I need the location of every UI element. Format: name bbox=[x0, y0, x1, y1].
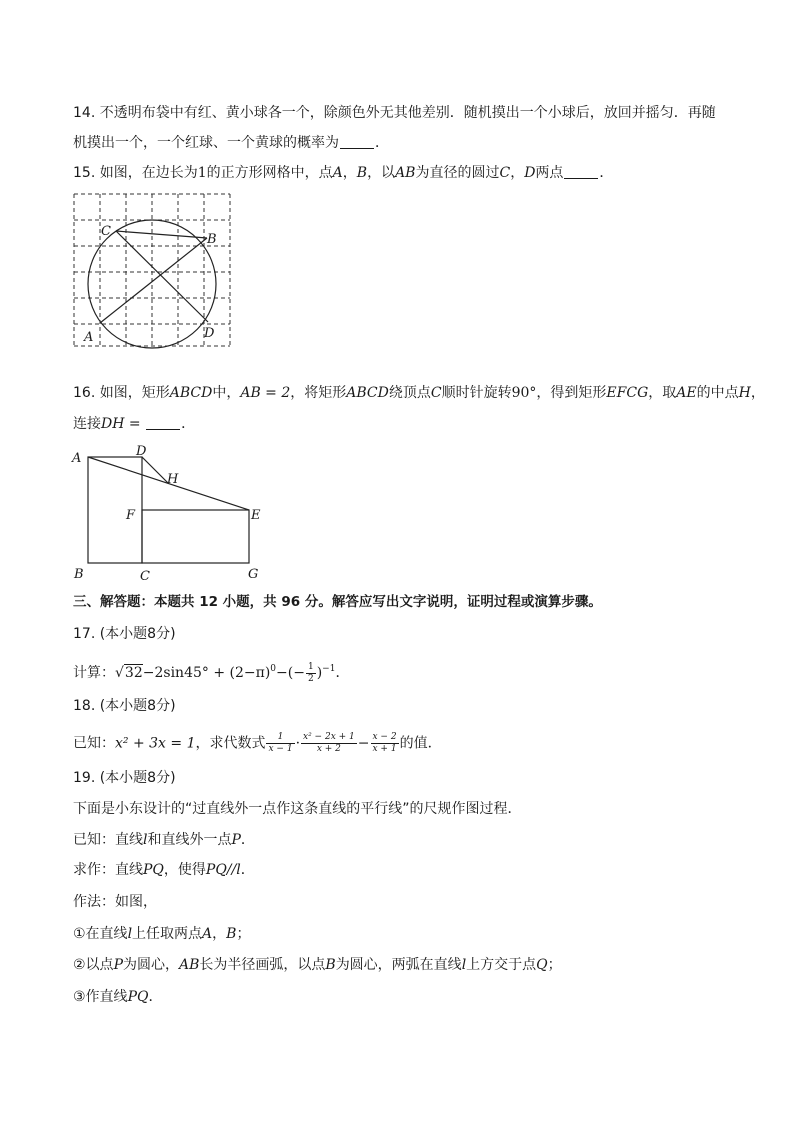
q18-text: ，求代数式 bbox=[195, 735, 266, 752]
q19-header: 19. (本小题8分) bbox=[73, 770, 176, 786]
numerator: 1 bbox=[266, 732, 294, 744]
q19-text: ． bbox=[148, 989, 163, 1005]
rect-efcg bbox=[142, 510, 249, 563]
math-var: B bbox=[356, 165, 368, 181]
q16-rectangle-figure bbox=[70, 442, 270, 587]
math-var: ABCD bbox=[169, 385, 213, 401]
label-c: C bbox=[140, 569, 150, 584]
q19-method: 作法：如图， bbox=[73, 894, 157, 910]
math-var: P bbox=[113, 957, 123, 973]
q19-text: ③作直线 bbox=[73, 989, 128, 1005]
q14-period: ． bbox=[375, 135, 389, 151]
q16-text: ，取 bbox=[648, 385, 677, 401]
q19-text: 为圆心，两弧在直线 bbox=[335, 957, 462, 973]
label-c: C bbox=[101, 224, 111, 239]
q16-text: 连接 bbox=[73, 416, 101, 432]
math-expr: PQ//l bbox=[205, 862, 241, 878]
q19-text: ； bbox=[236, 926, 251, 942]
math-var: EFCG bbox=[606, 385, 649, 401]
math-var: l bbox=[127, 926, 133, 942]
q16-stem-line2 bbox=[73, 414, 195, 434]
q19-text: ； bbox=[547, 957, 562, 973]
denominator: x + 2 bbox=[316, 744, 341, 754]
q19-text: ②以点 bbox=[73, 957, 114, 973]
exponent: −1 bbox=[322, 664, 336, 674]
q14-text: 机摸出一个，一个红球、一个黄球的概率为 bbox=[73, 135, 339, 151]
math-var: B bbox=[226, 926, 237, 942]
q19-given bbox=[73, 830, 255, 850]
math-operator: · bbox=[295, 735, 301, 752]
math-var: AB bbox=[178, 957, 200, 973]
q19-text: ． bbox=[240, 832, 255, 848]
math-var: D bbox=[524, 165, 536, 181]
section-heading: 三、解答题：本题共 12 小题，共 96 分。解答应写出文字说明，证明过程或演算步骤。 bbox=[73, 594, 602, 610]
q19-construct bbox=[73, 860, 255, 880]
label-a: A bbox=[72, 451, 82, 466]
radicand: 32 bbox=[124, 665, 143, 681]
q17-expression bbox=[73, 659, 349, 685]
q19-step2 bbox=[73, 955, 562, 975]
q19-text: 求作：直线 bbox=[73, 862, 143, 878]
q16-text: 顺时针旋转 bbox=[441, 385, 512, 401]
q16-text: 绕顶点 bbox=[388, 385, 431, 401]
math-expr: ) bbox=[316, 665, 323, 681]
math-var: Q bbox=[536, 957, 548, 973]
exponent: 0 bbox=[270, 664, 277, 674]
answer-blank bbox=[564, 164, 598, 179]
q15-text: ， bbox=[342, 165, 357, 181]
q16-text: ，将矩形 bbox=[290, 385, 347, 401]
q17-period: ． bbox=[335, 665, 350, 681]
q19-text: 长为半径画弧，以点 bbox=[199, 957, 326, 973]
q19-text: ，使得 bbox=[163, 862, 206, 878]
q19-text: ． bbox=[240, 862, 255, 878]
math-var: B bbox=[325, 957, 336, 973]
denominator: 2 bbox=[307, 673, 314, 684]
label-f: F bbox=[126, 508, 136, 523]
q19-text: 已知：直线 bbox=[73, 832, 143, 848]
q16-text: ，得到矩形 bbox=[536, 385, 607, 401]
q17-text: 计算： bbox=[73, 665, 115, 681]
math-operator: − bbox=[357, 735, 370, 752]
answer-blank bbox=[146, 415, 180, 430]
math-var: ABCD bbox=[346, 385, 389, 401]
q15-period: ． bbox=[599, 165, 614, 181]
q15-text: ， bbox=[510, 165, 525, 181]
math-var: AE bbox=[676, 385, 697, 401]
q16-text: 16. 如图，矩形 bbox=[73, 385, 170, 401]
q14-line2 bbox=[73, 133, 389, 153]
math-number: 1 bbox=[197, 165, 207, 181]
q19-text: 上任取两点 bbox=[132, 926, 203, 942]
fraction-2 bbox=[301, 732, 357, 755]
math-var: A bbox=[202, 926, 213, 942]
q18-stem bbox=[73, 732, 442, 755]
answer-blank bbox=[340, 134, 374, 149]
q15-text: 为直径的圆过 bbox=[415, 165, 500, 181]
math-var: PQ bbox=[143, 862, 164, 878]
dashed-grid bbox=[74, 194, 230, 346]
q16-period: ． bbox=[181, 416, 196, 432]
q15-text: 两点 bbox=[535, 165, 564, 181]
math-var: P bbox=[231, 832, 241, 848]
math-var: l bbox=[143, 832, 148, 848]
sqrt-sign: √ bbox=[115, 665, 124, 681]
label-b: B bbox=[207, 232, 217, 247]
q15-text: 15. 如图，在边长为 bbox=[73, 165, 198, 181]
label-d: D bbox=[136, 444, 147, 459]
segment-ab bbox=[100, 238, 207, 323]
numerator: x − 2 bbox=[372, 732, 397, 742]
q18-text: 的值． bbox=[399, 735, 442, 752]
q15-stem bbox=[73, 163, 613, 183]
denominator: x + 1 bbox=[372, 744, 397, 754]
denominator: x − 1 bbox=[268, 744, 293, 754]
q15-grid-figure bbox=[70, 190, 235, 350]
q18-text: 已知： bbox=[73, 735, 115, 752]
math-var: C bbox=[430, 385, 442, 401]
q19-text: 上方交于点 bbox=[466, 957, 537, 973]
label-h: H bbox=[167, 472, 179, 487]
q19-step3 bbox=[73, 987, 162, 1007]
q19-text: ①在直线 bbox=[73, 926, 128, 942]
fraction-3 bbox=[371, 732, 399, 755]
q15-text: 的正方形网格中，点 bbox=[206, 165, 333, 181]
q19-text: 为圆心， bbox=[122, 957, 179, 973]
q16-text: 中， bbox=[212, 385, 241, 401]
segment-cd bbox=[116, 231, 208, 322]
math-expr: AB = 2 bbox=[240, 385, 291, 401]
label-a: A bbox=[84, 330, 94, 345]
q19-text: 和直线外一点 bbox=[147, 832, 232, 848]
q15-text: ，以 bbox=[367, 165, 396, 181]
numerator: x² − 2x + 1 bbox=[303, 732, 355, 742]
fraction-1 bbox=[266, 732, 294, 755]
q19-step1 bbox=[73, 924, 250, 944]
q16-text: ， bbox=[750, 385, 765, 401]
q14-line1: 14. 不透明布袋中有红、黄小球各一个，除颜色外无其他差别．随机摸出一个小球后，放回并摇匀．再随 bbox=[73, 105, 716, 121]
math-expr: x² + 3x = 1 bbox=[115, 735, 196, 752]
q19-text: ， bbox=[212, 926, 227, 942]
fraction-one-half bbox=[306, 662, 316, 685]
label-b: B bbox=[74, 567, 84, 582]
label-d: D bbox=[204, 326, 215, 341]
math-expr: DH = bbox=[101, 416, 146, 432]
q16-text: 的中点 bbox=[696, 385, 739, 401]
math-expr: −(− bbox=[276, 665, 305, 681]
label-e: E bbox=[251, 508, 261, 523]
math-var: AB bbox=[395, 165, 416, 181]
math-var: PQ bbox=[127, 989, 149, 1005]
q16-stem-line1 bbox=[73, 383, 765, 403]
q19-intro: 下面是小东设计的“过直线外一点作这条直线的平行线”的尺规作图过程． bbox=[73, 801, 522, 817]
math-var: H bbox=[738, 385, 751, 401]
q17-header: 17. (本小题8分) bbox=[73, 626, 176, 642]
math-var: l bbox=[461, 957, 467, 973]
math-var: C bbox=[499, 165, 511, 181]
numerator: 1 bbox=[307, 661, 314, 672]
math-expr: −2sin45° + (2−π) bbox=[142, 665, 271, 681]
math-var: A bbox=[332, 165, 343, 181]
q18-header: 18. (本小题8分) bbox=[73, 698, 176, 714]
label-g: G bbox=[248, 567, 259, 582]
math-number: 90° bbox=[511, 385, 537, 401]
